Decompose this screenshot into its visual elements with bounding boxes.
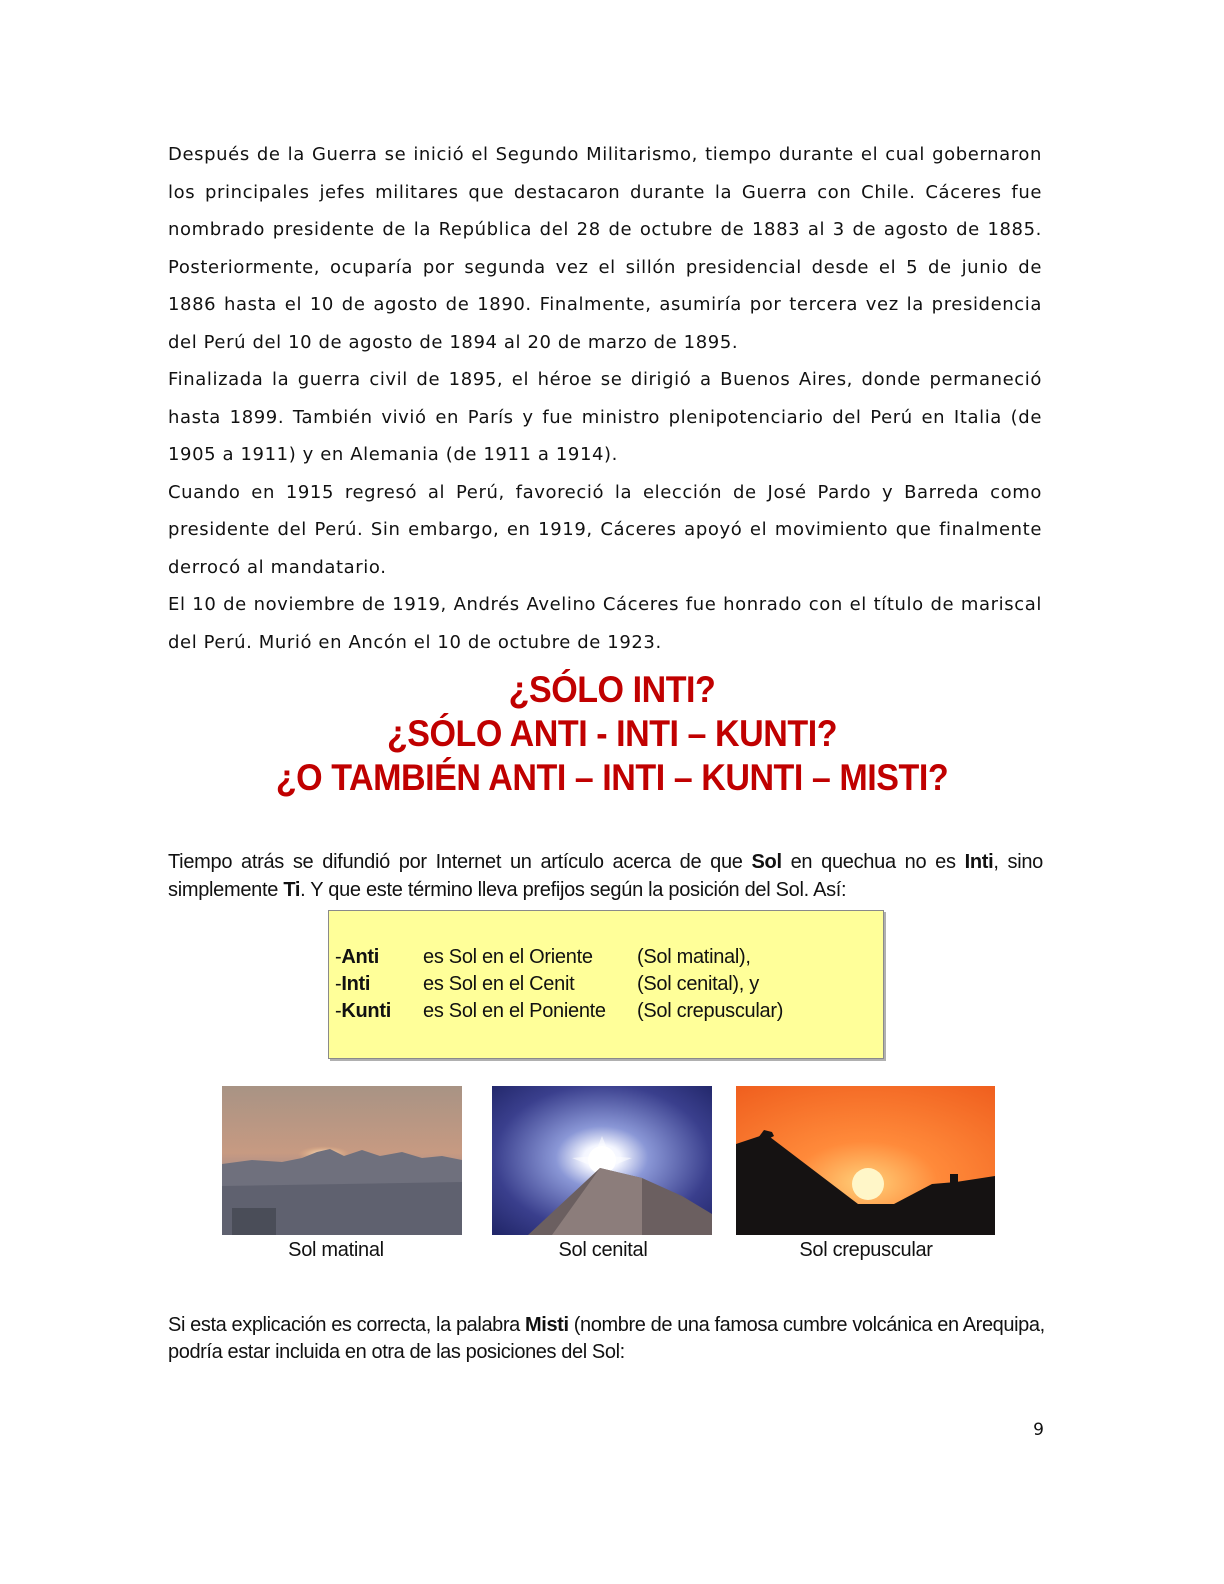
intro-bold-sol: Sol bbox=[751, 851, 782, 873]
intro-bold-inti: Inti bbox=[964, 851, 994, 873]
headline-line-1: ¿SÓLO INTI? bbox=[508, 669, 716, 710]
box-description: es Sol en el Poniente bbox=[423, 1000, 606, 1022]
headline-line-3: ¿O TAMBIÉN ANTI – INTI – KUNTI – MISTI? bbox=[275, 757, 949, 798]
intro-paragraph bbox=[168, 848, 1043, 904]
box-parenthetical: (Sol cenital), y bbox=[637, 973, 759, 995]
closing-text-1: Si esta explicación es correcta, la palabra bbox=[168, 1314, 526, 1336]
caption-sol-cenital: Sol cenital bbox=[558, 1239, 648, 1261]
intro-text-4: . Y que este término lleva prefijos según la posición del Sol. Así: bbox=[300, 879, 847, 901]
section-headline bbox=[0, 668, 1224, 800]
box-description: es Sol en el Oriente bbox=[423, 946, 593, 968]
intro-text-3: , sino simplemente bbox=[168, 851, 1043, 901]
intro-text-2: en quechua no es bbox=[781, 851, 965, 873]
biography-text bbox=[168, 136, 1042, 661]
box-parenthetical: (Sol crepuscular) bbox=[637, 1000, 784, 1022]
closing-paragraph bbox=[168, 1312, 1048, 1366]
intro-bold-ti: Ti bbox=[283, 879, 301, 901]
box-description: es Sol en el Cenit bbox=[423, 973, 575, 995]
paragraph-mariscal: El 10 de noviembre de 1919, Andrés Avelino Cáceres fue honrado con el título de mariscal del Perú. Murió en Ancón el 10 de octubre de 1923. bbox=[168, 594, 1042, 653]
headline-line-2: ¿SÓLO ANTI - INTI – KUNTI? bbox=[386, 713, 838, 754]
photo-sol-matinal bbox=[222, 1086, 462, 1235]
box-term: -Kunti bbox=[335, 1000, 391, 1022]
closing-bold-misti: Misti bbox=[525, 1314, 569, 1336]
box-term: -Anti bbox=[335, 946, 380, 968]
box-term: -Inti bbox=[335, 973, 371, 995]
box-parenthetical: (Sol matinal), bbox=[637, 946, 751, 968]
caption-sol-matinal: Sol matinal bbox=[288, 1239, 384, 1261]
sun-positions-box bbox=[328, 910, 884, 1059]
photo-sol-crepuscular bbox=[736, 1086, 995, 1235]
paragraph-buenos-aires: Finalizada la guerra civil de 1895, el héroe se dirigió a Buenos Aires, donde permaneció hasta 1899. También vivió en París y fue ministro plenipotenciario del Perú en Italia (de 1905 a 1911) y en Alemania (de 1911 a 1914). bbox=[168, 369, 1042, 465]
paragraph-militarismo: Después de la Guerra se inició el Segundo Militarismo, tiempo durante el cual gobernaron los principales jefes militares que destacaron durante la Guerra con Chile. Cáceres fue nombrado presidente de la República del 28 de octubre de 1883 al 3 de agosto de 1885. Posteriormente, ocuparía por segunda vez el sillón presidencial desde el 5 de junio de 1886 hasta el 10 de agosto de 1890. Finalmente, asumiría por tercera vez la presidencia del Perú del 10 de agosto de 1894 al 20 de marzo de 1895. bbox=[168, 144, 1042, 353]
page-number: 9 bbox=[1033, 1420, 1044, 1440]
intro-text-1: Tiempo atrás se difundió por Internet un artículo acerca de que bbox=[168, 851, 752, 873]
caption-sol-crepuscular: Sol crepuscular bbox=[799, 1239, 933, 1261]
closing-text-2: (nombre de una famosa cumbre volcánica en Arequipa, podría estar incluida en otra de las posiciones del Sol: bbox=[168, 1314, 1045, 1363]
photo-sol-cenital bbox=[492, 1086, 712, 1235]
paragraph-1915: Cuando en 1915 regresó al Perú, favoreció la elección de José Pardo y Barreda como presidente del Perú. Sin embargo, en 1919, Cáceres apoyó el movimiento que finalmente derrocó al mandatario. bbox=[168, 481, 1042, 578]
